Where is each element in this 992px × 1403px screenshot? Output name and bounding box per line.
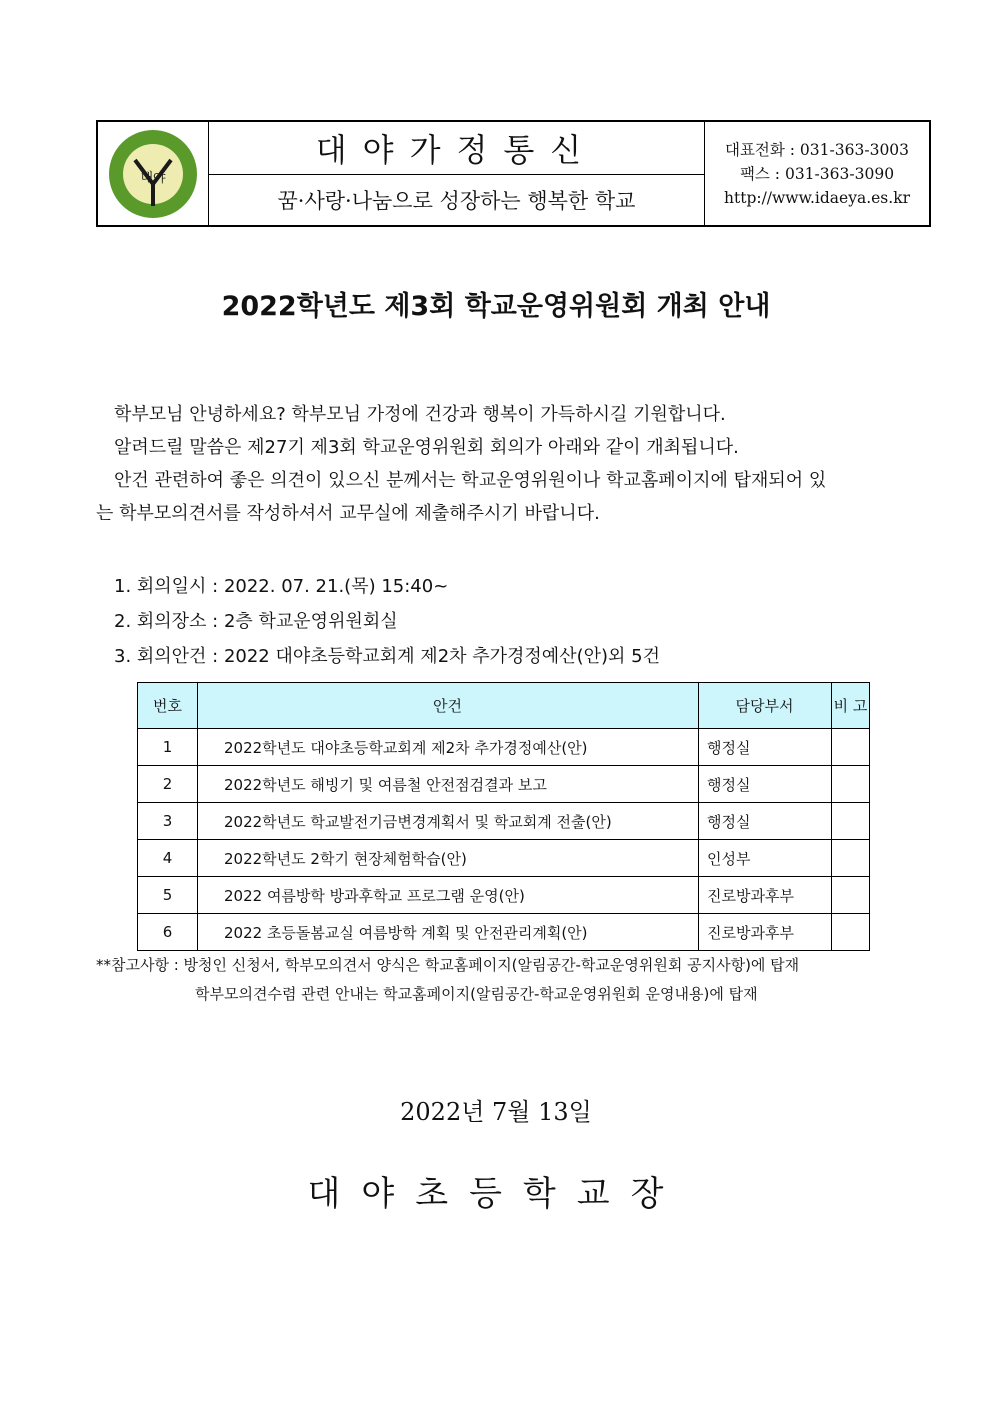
- reference-note-1: **참고사항 : 방청인 신청서, 학부모의견서 양식은 학교홈페이지(알림공간-학교운영위원회 공지사항)에 탑재: [96, 956, 800, 974]
- table-row: [138, 914, 870, 951]
- table-row: [138, 877, 870, 914]
- meeting-datetime: 1. 회의일시 : 2022. 07. 21.(목) 15:40~: [114, 576, 449, 597]
- row-department: 진로방과후부: [699, 914, 832, 951]
- contact-info: [705, 122, 929, 225]
- logo-text: 대야: [140, 170, 166, 186]
- table-row: [138, 803, 870, 840]
- row-note: [832, 766, 870, 803]
- school-slogan: 꿈·사랑·나눔으로 성장하는 행복한 학교: [277, 189, 636, 213]
- newsletter-title: 대야가정통신: [209, 122, 704, 175]
- header-number: 번호: [138, 683, 198, 729]
- document-title: 2022학년도 제3회 학교운영위원회 개최 안내: [221, 291, 771, 322]
- school-logo-icon: [105, 126, 201, 222]
- row-number: 6: [138, 914, 198, 951]
- row-note: [832, 803, 870, 840]
- row-department: 행정실: [699, 766, 832, 803]
- signer-name: 대야초등학교장: [307, 1174, 685, 1214]
- meeting-agenda: 3. 회의안건 : 2022 대야초등학교회계 제2차 추가경정예산(안)외 5건: [114, 646, 660, 667]
- row-department: 행정실: [699, 803, 832, 840]
- school-url[interactable]: http://www.idaeya.es.kr: [724, 188, 910, 207]
- agenda-table: [137, 682, 870, 951]
- meeting-location: 2. 회의장소 : 2층 학교운영위원회실: [114, 611, 398, 632]
- row-note: [832, 729, 870, 766]
- row-department: 인성부: [699, 840, 832, 877]
- row-item: 2022학년도 해빙기 및 여름철 안전점검결과 보고: [198, 766, 699, 803]
- row-department: 행정실: [699, 729, 832, 766]
- announcement-paragraph: 알려드릴 말씀은 제27기 제3회 학교운영위원회 회의가 아래와 같이 개최됩니다.: [114, 437, 739, 458]
- table-header-row: [138, 683, 870, 729]
- reference-note-2: 학부모의견수렴 관련 안내는 학교홈페이지(알림공간-학교운영위원회 운영내용)에 탑재: [195, 985, 758, 1003]
- row-department: 진로방과후부: [699, 877, 832, 914]
- header-note: 비 고: [832, 683, 870, 729]
- newsletter-header: [96, 120, 931, 227]
- row-number: 2: [138, 766, 198, 803]
- table-row: [138, 729, 870, 766]
- opinion-paragraph-continued: 는 학부모의견서를 작성하셔서 교무실에 제출해주시기 바랍니다.: [96, 503, 600, 524]
- greeting-paragraph: 학부모님 안녕하세요? 학부모님 가정에 건강과 행복이 가득하시길 기원합니다.: [114, 404, 726, 425]
- row-item: 2022학년도 2학기 현장체험학습(안): [198, 840, 699, 877]
- table-row: [138, 840, 870, 877]
- logo-cell: [98, 122, 209, 225]
- phone-number: 대표전화 : 031-363-3003: [724, 140, 910, 159]
- row-number: 1: [138, 729, 198, 766]
- row-note: [832, 914, 870, 951]
- row-number: 3: [138, 803, 198, 840]
- meeting-details: [114, 569, 660, 674]
- row-item: 2022 여름방학 방과후학교 프로그램 운영(안): [198, 877, 699, 914]
- fax-number: 팩스 : 031-363-3090: [739, 164, 895, 183]
- row-number: 5: [138, 877, 198, 914]
- reference-notes: [96, 951, 799, 1009]
- header-department: 담당부서: [699, 683, 832, 729]
- title-cell: [209, 122, 705, 225]
- header-item: 안건: [198, 683, 699, 729]
- row-item: 2022학년도 학교발전기금변경계획서 및 학교회계 전출(안): [198, 803, 699, 840]
- table-row: [138, 766, 870, 803]
- row-item: 2022학년도 대야초등학교회계 제2차 추가경정예산(안): [198, 729, 699, 766]
- row-number: 4: [138, 840, 198, 877]
- row-item: 2022 초등돌봄교실 여름방학 계획 및 안전관리계획(안): [198, 914, 699, 951]
- row-note: [832, 840, 870, 877]
- row-note: [832, 877, 870, 914]
- letter-body: [96, 398, 906, 530]
- issue-date: 2022년 7월 13일: [400, 1098, 592, 1126]
- opinion-paragraph: 안건 관련하여 좋은 의견이 있으신 분께서는 학교운영위원이나 학교홈페이지에 탑재되어 있: [114, 470, 827, 491]
